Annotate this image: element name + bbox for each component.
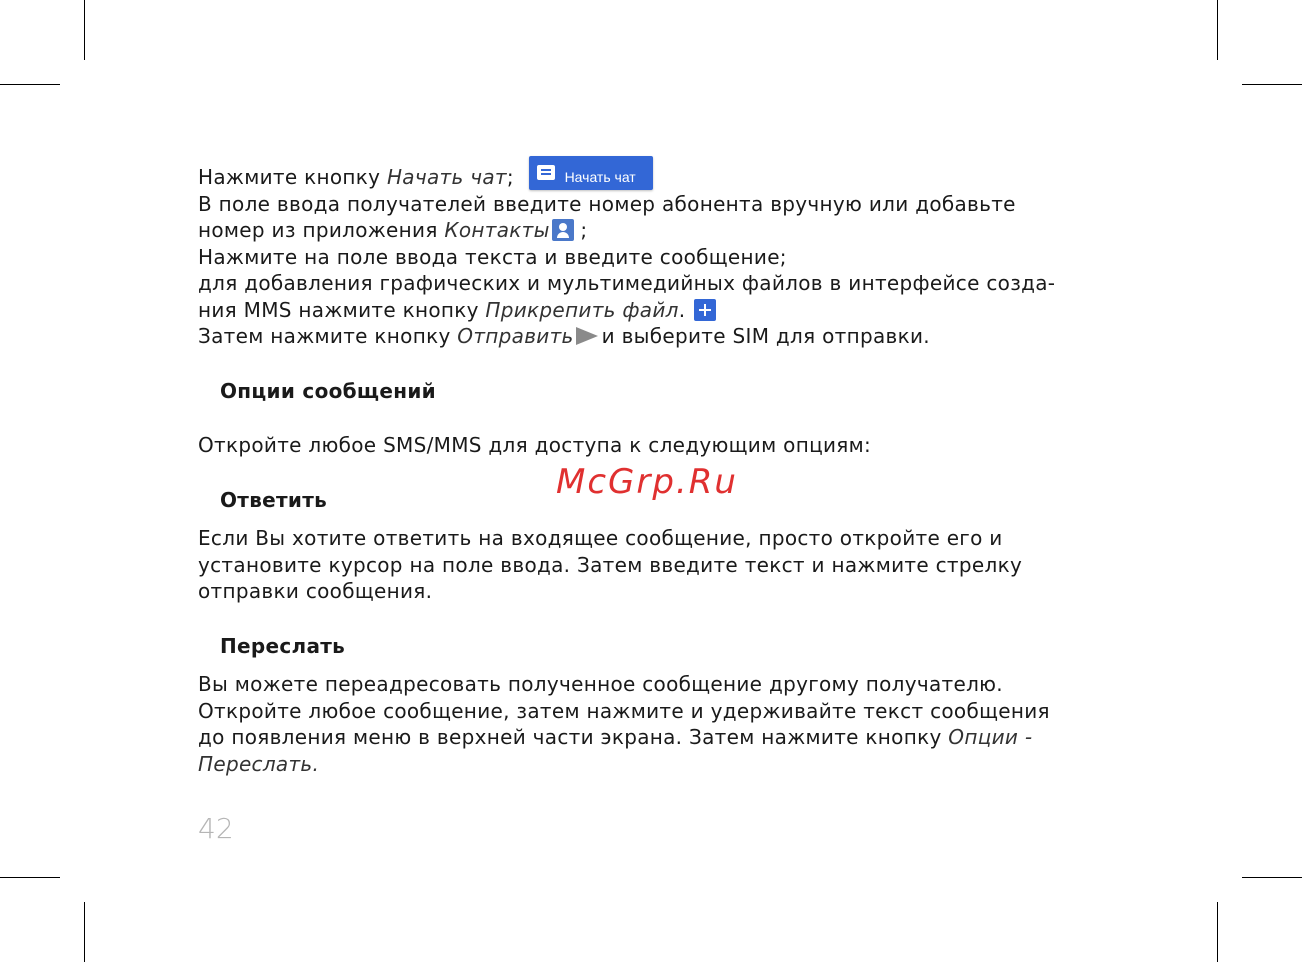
instruction-line: ния MMS нажмите кнопку Прикрепить файл. [198,297,1158,324]
forward-text: Вы можете переадресовать полученное сообщение другому получателю. [198,672,1003,696]
section-heading-forward: Переслать [220,633,346,658]
crop-mark [84,902,85,962]
section-heading-reply: Ответить [220,487,328,512]
crop-mark [0,877,60,878]
start-chat-button [529,156,653,190]
section-heading-options: Опции сообщений [220,378,436,403]
crop-mark [1217,902,1218,962]
forward-text: Откройте любое сообщение, затем нажмите и удерживайте текст сообщения [198,698,1050,723]
page-number: 42 [198,812,234,845]
instruction-line: Затем нажмите кнопку Отправить и выберите SIM для отправки. [198,324,930,348]
start-chat-button-label: Начать чат [564,169,636,185]
forward-text: Переслать. [198,751,320,776]
chat-bubble-icon [537,165,555,180]
options-intro: Откройте любое SMS/MMS для доступа к следующим опциям: [198,433,872,457]
send-arrow-icon [576,327,598,345]
reply-text: Если Вы хотите ответить на входящее сообщение, просто откройте его и [198,526,1003,550]
instruction-line: В поле ввода получателей введите номер абонента вручную или добавьте [198,191,1016,216]
crop-mark [84,0,85,60]
instruction-line: Нажмите кнопку Начать чат; Начать чат [198,156,1158,191]
crop-mark [1242,877,1302,878]
forward-text: до появления меню в верхней части экрана. Затем нажмите кнопку Опции - [198,725,1033,749]
instruction-line: номер из приложения Контакты ; [198,218,588,242]
crop-mark [0,84,60,85]
reply-text: установите курсор на поле ввода. Затем введите текст и нажмите стрелку [198,552,1023,577]
crop-mark [1217,0,1218,60]
watermark: McGrp.Ru [556,462,738,502]
reply-text: отправки сообщения. [198,579,433,603]
plus-icon [694,299,716,321]
instruction-line: для добавления графических и мультимедийных файлов в интерфейсе созда- [198,271,1056,295]
instruction-line: Нажмите на поле ввода текста и введите сообщение; [198,244,787,269]
crop-mark [1242,84,1302,85]
person-icon [552,219,574,241]
